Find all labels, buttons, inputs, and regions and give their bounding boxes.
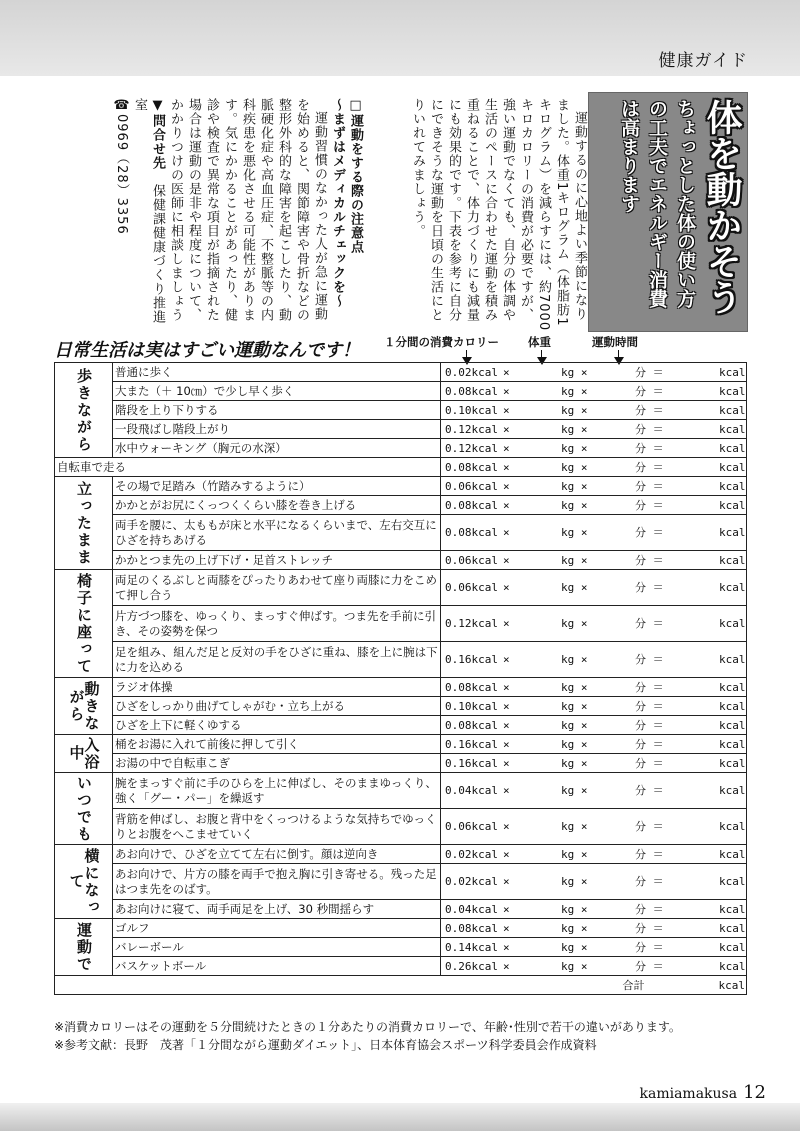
kcal-value: 0.04kcal	[445, 784, 498, 797]
minute-unit: 分 ＝	[635, 756, 664, 770]
kcal-value: 0.12kcal	[445, 617, 498, 630]
kcal-value: 0.06kcal	[445, 820, 498, 833]
calc-cell	[441, 735, 747, 754]
table-row	[55, 697, 747, 716]
headline-sub-1: ちょっとした体の使い方	[674, 99, 696, 308]
minute-unit: 分 ＝	[635, 737, 664, 751]
kcal-unit: kcal	[719, 526, 746, 539]
table-row	[55, 773, 747, 809]
kcal-value: 0.02kcal	[445, 847, 498, 861]
group-label: いつでも	[55, 773, 113, 845]
calc-cell	[441, 382, 747, 401]
kcal-unit: kcal	[719, 403, 746, 417]
kcal-value: 0.12kcal	[445, 422, 498, 436]
times-sign: ×	[503, 441, 510, 455]
minute-unit: 分 ＝	[635, 526, 664, 539]
kcal-unit: kcal	[719, 902, 746, 916]
kcal-unit: kcal	[719, 756, 746, 770]
intro-text	[372, 98, 588, 333]
activity-cell: 背筋を伸ばし、お腹と背中をくっつけるような気持ちでゆっくりとお腹をへこませていく	[113, 809, 441, 845]
table-row	[55, 382, 747, 401]
kcal-value: 0.16kcal	[445, 756, 498, 770]
kcal-value: 0.08kcal	[445, 526, 498, 539]
calc-cell	[441, 606, 747, 642]
group-label: 立ったまま	[55, 477, 113, 570]
activity-cell: ゴルフ	[113, 919, 441, 938]
arrow-down-icon	[541, 350, 542, 358]
times-sign: ×	[503, 365, 510, 379]
minute-unit: 分 ＝	[635, 581, 664, 594]
kcal-value: 0.16kcal	[445, 737, 498, 751]
table-row	[55, 845, 747, 864]
kcal-unit: kcal	[719, 498, 746, 512]
total-cell	[441, 976, 747, 995]
table-row	[55, 864, 747, 900]
kcal-unit: kcal	[719, 737, 746, 751]
minute-unit: 分 ＝	[635, 718, 664, 732]
times-sign: ×	[503, 940, 510, 954]
group-label: 歩きながら	[55, 363, 113, 458]
table-title: 日常生活は実はすごい運動なんです！	[54, 340, 360, 361]
headline-box	[588, 92, 748, 332]
kg-unit: kg ×	[561, 718, 588, 732]
times-sign: ×	[503, 737, 510, 751]
minute-unit: 分 ＝	[635, 498, 664, 512]
kcal-value: 0.26kcal	[445, 959, 498, 973]
kg-unit: kg ×	[561, 699, 588, 713]
times-sign: ×	[503, 460, 510, 474]
kg-unit: kg ×	[561, 902, 588, 916]
calc-cell	[441, 716, 747, 735]
table-row	[55, 716, 747, 735]
calc-cell	[441, 496, 747, 515]
kcal-unit: kcal	[719, 875, 746, 888]
activity-cell: 一段飛ばし階段上がり	[113, 420, 441, 439]
kg-unit: kg ×	[561, 460, 588, 474]
kg-unit: kg ×	[561, 384, 588, 398]
kcal-unit: kcal	[719, 959, 746, 973]
kg-unit: kg ×	[561, 403, 588, 417]
calc-cell	[441, 515, 747, 551]
minute-unit: 分 ＝	[635, 902, 664, 916]
minute-unit: 分 ＝	[635, 553, 664, 567]
kg-unit: kg ×	[561, 847, 588, 861]
kg-unit: kg ×	[561, 422, 588, 436]
activity-cell: かかとがお尻にくっつくくらい膝を巻き上げる	[113, 496, 441, 515]
activity-cell: 片方づつ膝を、ゆっくり、まっすぐ伸ばす。つま先を手前に引き、その姿勢を保つ	[113, 606, 441, 642]
kg-unit: kg ×	[561, 820, 588, 833]
activity-cell: 自転車で走る	[55, 458, 441, 477]
notes-body: 運動習慣のなかった人が急に運動を始めると、関節障害や骨折などの整形外科的な障害を起こしたり、動脈硬化症や高血圧症、不整脈等の内科疾患を悪化させる可能性があります。気にかかることがあったり、健診や検査で異常な項目が指摘された場合は運動の是非や程度について、かかりつけの医師に相談しましょう	[168, 98, 327, 322]
calc-cell	[441, 938, 747, 957]
kcal-unit: kcal	[719, 479, 746, 493]
kcal-unit: kcal	[719, 940, 746, 954]
notes-block	[90, 98, 364, 333]
kcal-value: 0.10kcal	[445, 699, 498, 713]
contact-line	[130, 98, 166, 333]
table-row	[55, 496, 747, 515]
headline	[589, 93, 747, 331]
table-row	[55, 900, 747, 919]
table-row	[55, 420, 747, 439]
calc-cell	[441, 439, 747, 458]
kg-unit: kg ×	[561, 526, 588, 539]
minute-unit: 分 ＝	[635, 460, 664, 474]
times-sign: ×	[503, 680, 510, 694]
exercise-table	[54, 362, 747, 995]
kcal-value: 0.06kcal	[445, 479, 498, 493]
activity-cell: ひざを上下に軽くゆする	[113, 716, 441, 735]
calc-cell	[441, 809, 747, 845]
activity-cell: 足を組み、組んだ足と反対の手をひざに重ね、膝を上に腕は下に力を込める	[113, 642, 441, 678]
table-row	[55, 439, 747, 458]
kg-unit: kg ×	[561, 959, 588, 973]
kcal-unit: kcal	[719, 680, 746, 694]
times-sign: ×	[503, 959, 510, 973]
kcal-unit: kcal	[719, 847, 746, 861]
table-row	[55, 919, 747, 938]
activity-cell: ひざをしっかり曲げてしゃがむ・立ち上がる	[113, 697, 441, 716]
kg-unit: kg ×	[561, 617, 588, 630]
minute-unit: 分 ＝	[635, 441, 664, 455]
activity-cell: ラジオ体操	[113, 678, 441, 697]
activity-cell: 階段を上り下りする	[113, 401, 441, 420]
calc-cell	[441, 864, 747, 900]
total-blank-cell	[55, 976, 441, 995]
kg-unit: kg ×	[561, 680, 588, 694]
column-header-time: 運動時間	[592, 335, 638, 349]
calc-cell	[441, 754, 747, 773]
arrow-down-icon	[618, 350, 619, 358]
calc-cell	[441, 363, 747, 382]
arrow-down-icon	[466, 350, 467, 358]
times-sign: ×	[503, 581, 510, 594]
kcal-value: 0.08kcal	[445, 498, 498, 512]
kg-unit: kg ×	[561, 940, 588, 954]
activity-cell: お湯の中で自転車こぎ	[113, 754, 441, 773]
table-row	[55, 570, 747, 606]
bottom-band	[0, 1103, 800, 1131]
column-header-weight: 体重	[528, 335, 551, 349]
times-sign: ×	[503, 617, 510, 630]
times-sign: ×	[503, 526, 510, 539]
calc-cell	[441, 845, 747, 864]
group-label: 椅子に座って	[55, 570, 113, 678]
activity-cell: バスケットボール	[113, 957, 441, 976]
kg-unit: kg ×	[561, 875, 588, 888]
times-sign: ×	[503, 718, 510, 732]
minute-unit: 分 ＝	[635, 422, 664, 436]
activity-cell: あお向けで、ひざを立てて左右に倒す。顔は逆向き	[113, 845, 441, 864]
kcal-value: 0.06kcal	[445, 581, 498, 594]
times-sign: ×	[503, 553, 510, 567]
activity-cell: 大また（＋ 10㎝）で少し早く歩く	[113, 382, 441, 401]
kg-unit: kg ×	[561, 784, 588, 797]
table-row	[55, 401, 747, 420]
headline-sub-3: は高まります	[618, 99, 640, 213]
minute-unit: 分 ＝	[635, 875, 664, 888]
minute-unit: 分 ＝	[635, 921, 664, 935]
column-header-kcal: １分間の消費カロリー	[384, 335, 499, 349]
times-sign: ×	[503, 847, 510, 861]
kg-unit: kg ×	[561, 479, 588, 493]
kcal-unit: kcal	[719, 365, 746, 379]
times-sign: ×	[503, 653, 510, 666]
kg-unit: kg ×	[561, 737, 588, 751]
times-sign: ×	[503, 875, 510, 888]
activity-cell: 桶をお湯に入れて前後に押して引く	[113, 735, 441, 754]
minute-unit: 分 ＝	[635, 847, 664, 861]
activity-cell: バレーボール	[113, 938, 441, 957]
minute-unit: 分 ＝	[635, 653, 664, 666]
minute-unit: 分 ＝	[635, 699, 664, 713]
table-row	[55, 678, 747, 697]
calc-cell	[441, 458, 747, 477]
activity-cell: 両足のくるぶしと両膝をぴったりあわせて座り両膝に力をこめて押し合う	[113, 570, 441, 606]
times-sign: ×	[503, 699, 510, 713]
notes-heading: □運動をする際の注意点	[348, 98, 363, 254]
minute-unit: 分 ＝	[635, 384, 664, 398]
table-row	[55, 957, 747, 976]
total-label: 合計	[622, 978, 645, 992]
table-row	[55, 938, 747, 957]
minute-unit: 分 ＝	[635, 820, 664, 833]
footnote-1: ※消費カロリーはその運動を５分間続けたときの１分あたりの消費カロリーで、年齢･性別で若干の違いがあります。	[54, 1020, 681, 1034]
minute-unit: 分 ＝	[635, 959, 664, 973]
calc-cell	[441, 900, 747, 919]
intro-paragraph: 運動するのに心地よい季節になりました。体重1キログラム（体脂肪1キログラム）を減らすには、約7000キロカロリーの消費が必要ですが、強い運動でなくても、自分の体調や生活のペースに合わせた運動を積み重ねることで、体力づくりにも減量にも効果的です。下表を参考に自分にできそうな運動を日頃の生活にとりいれてみましょう。	[410, 98, 587, 332]
notes-subheading: 〜まずはメディカルチェックを〜	[330, 98, 345, 308]
calc-cell	[441, 919, 747, 938]
kcal-value: 0.08kcal	[445, 921, 498, 935]
table-row	[55, 515, 747, 551]
minute-unit: 分 ＝	[635, 403, 664, 417]
calc-cell	[441, 773, 747, 809]
kg-unit: kg ×	[561, 441, 588, 455]
calc-cell	[441, 570, 747, 606]
kcal-value: 0.08kcal	[445, 384, 498, 398]
kcal-unit: kcal	[719, 460, 746, 474]
minute-unit: 分 ＝	[635, 617, 664, 630]
minute-unit: 分 ＝	[635, 365, 664, 379]
kcal-unit: kcal	[719, 553, 746, 567]
contact-phone: ☎0969（28）3356	[114, 98, 129, 235]
footnote-2: ※参考文献：長野 茂著「１分間ながら運動ダイエット」、日本体育協会スポーツ科学委員会作成資料	[54, 1038, 597, 1052]
kcal-unit: kcal	[719, 422, 746, 436]
activity-cell: 普通に歩く	[113, 363, 441, 382]
headline-main: 体を動かそう	[701, 99, 742, 315]
activity-cell: 両手を腰に、太ももが床と水平になるくらいまで、左右交互にひざを持ちあげる	[113, 515, 441, 551]
table-row	[55, 363, 747, 382]
section-label: 健康ガイド	[658, 51, 748, 71]
group-label: 入浴中	[55, 735, 113, 773]
kcal-unit: kcal	[719, 784, 746, 797]
kcal-value: 0.14kcal	[445, 940, 498, 954]
kcal-value: 0.16kcal	[445, 653, 498, 666]
kg-unit: kg ×	[561, 553, 588, 567]
times-sign: ×	[503, 921, 510, 935]
times-sign: ×	[503, 403, 510, 417]
activity-cell: あお向けに寝て、両手両足を上げ、30 秒間揺らす	[113, 900, 441, 919]
kcal-unit: kcal	[719, 384, 746, 398]
publication-name: kamiamakusa	[639, 1086, 738, 1102]
table-row	[55, 809, 747, 845]
kcal-unit: kcal	[719, 699, 746, 713]
kcal-value: 0.08kcal	[445, 718, 498, 732]
kg-unit: kg ×	[561, 581, 588, 594]
calc-cell	[441, 401, 747, 420]
footer	[640, 1082, 767, 1103]
table-row	[55, 606, 747, 642]
activity-cell: その場で足踏み（竹踏みするように）	[113, 477, 441, 496]
table-row	[55, 735, 747, 754]
activity-cell: 水中ウォーキング（胸元の水深）	[113, 439, 441, 458]
calc-cell	[441, 420, 747, 439]
kg-unit: kg ×	[561, 756, 588, 770]
times-sign: ×	[503, 479, 510, 493]
kg-unit: kg ×	[561, 921, 588, 935]
times-sign: ×	[503, 784, 510, 797]
contact-label: ▼問合せ先	[150, 98, 165, 170]
calc-cell	[441, 697, 747, 716]
table-row	[55, 754, 747, 773]
kcal-value: 0.02kcal	[445, 365, 498, 379]
activity-cell: かかとつま先の上げ下げ・足首ストレッチ	[113, 551, 441, 570]
kg-unit: kg ×	[561, 365, 588, 379]
kcal-unit: kcal	[719, 820, 746, 833]
table-row	[55, 642, 747, 678]
total-row	[55, 976, 747, 995]
page-number: 12	[743, 1082, 766, 1103]
kcal-value: 0.10kcal	[445, 403, 498, 417]
calc-cell	[441, 957, 747, 976]
calc-cell	[441, 477, 747, 496]
kg-unit: kg ×	[561, 498, 588, 512]
contact-dept: 保健課健康づくり推進室	[132, 98, 165, 324]
kcal-value: 0.04kcal	[445, 902, 498, 916]
times-sign: ×	[503, 820, 510, 833]
kcal-value: 0.12kcal	[445, 441, 498, 455]
minute-unit: 分 ＝	[635, 479, 664, 493]
table-row	[55, 477, 747, 496]
kcal-value: 0.08kcal	[445, 460, 498, 474]
activity-cell: 腕をまっすぐ前に手のひらを上に伸ばし、そのままゆっくり、強く「グー・パー」を繰返す	[113, 773, 441, 809]
headline-sub-2: の工夫でエネルギー消費	[646, 99, 668, 308]
calc-cell	[441, 551, 747, 570]
table-row	[55, 458, 747, 477]
times-sign: ×	[503, 422, 510, 436]
minute-unit: 分 ＝	[635, 680, 664, 694]
table-row	[55, 551, 747, 570]
times-sign: ×	[503, 756, 510, 770]
kcal-unit: kcal	[719, 653, 746, 666]
kcal-value: 0.02kcal	[445, 875, 498, 888]
calc-cell	[441, 678, 747, 697]
total-kcal-unit: kcal	[718, 978, 745, 992]
kcal-unit: kcal	[719, 718, 746, 732]
minute-unit: 分 ＝	[635, 940, 664, 954]
calc-cell	[441, 642, 747, 678]
group-label: 運動で	[55, 919, 113, 976]
kcal-unit: kcal	[719, 441, 746, 455]
times-sign: ×	[503, 902, 510, 916]
kcal-value: 0.06kcal	[445, 553, 498, 567]
group-label: 横になって	[55, 845, 113, 919]
kcal-unit: kcal	[719, 617, 746, 630]
kcal-unit: kcal	[719, 921, 746, 935]
kg-unit: kg ×	[561, 653, 588, 666]
activity-cell: あお向けで、片方の膝を両手で抱え胸に引き寄せる。残った足はつま先をのばす。	[113, 864, 441, 900]
times-sign: ×	[503, 384, 510, 398]
minute-unit: 分 ＝	[635, 784, 664, 797]
group-label: 動きながら	[55, 678, 113, 735]
kcal-value: 0.08kcal	[445, 680, 498, 694]
kcal-unit: kcal	[719, 581, 746, 594]
times-sign: ×	[503, 498, 510, 512]
